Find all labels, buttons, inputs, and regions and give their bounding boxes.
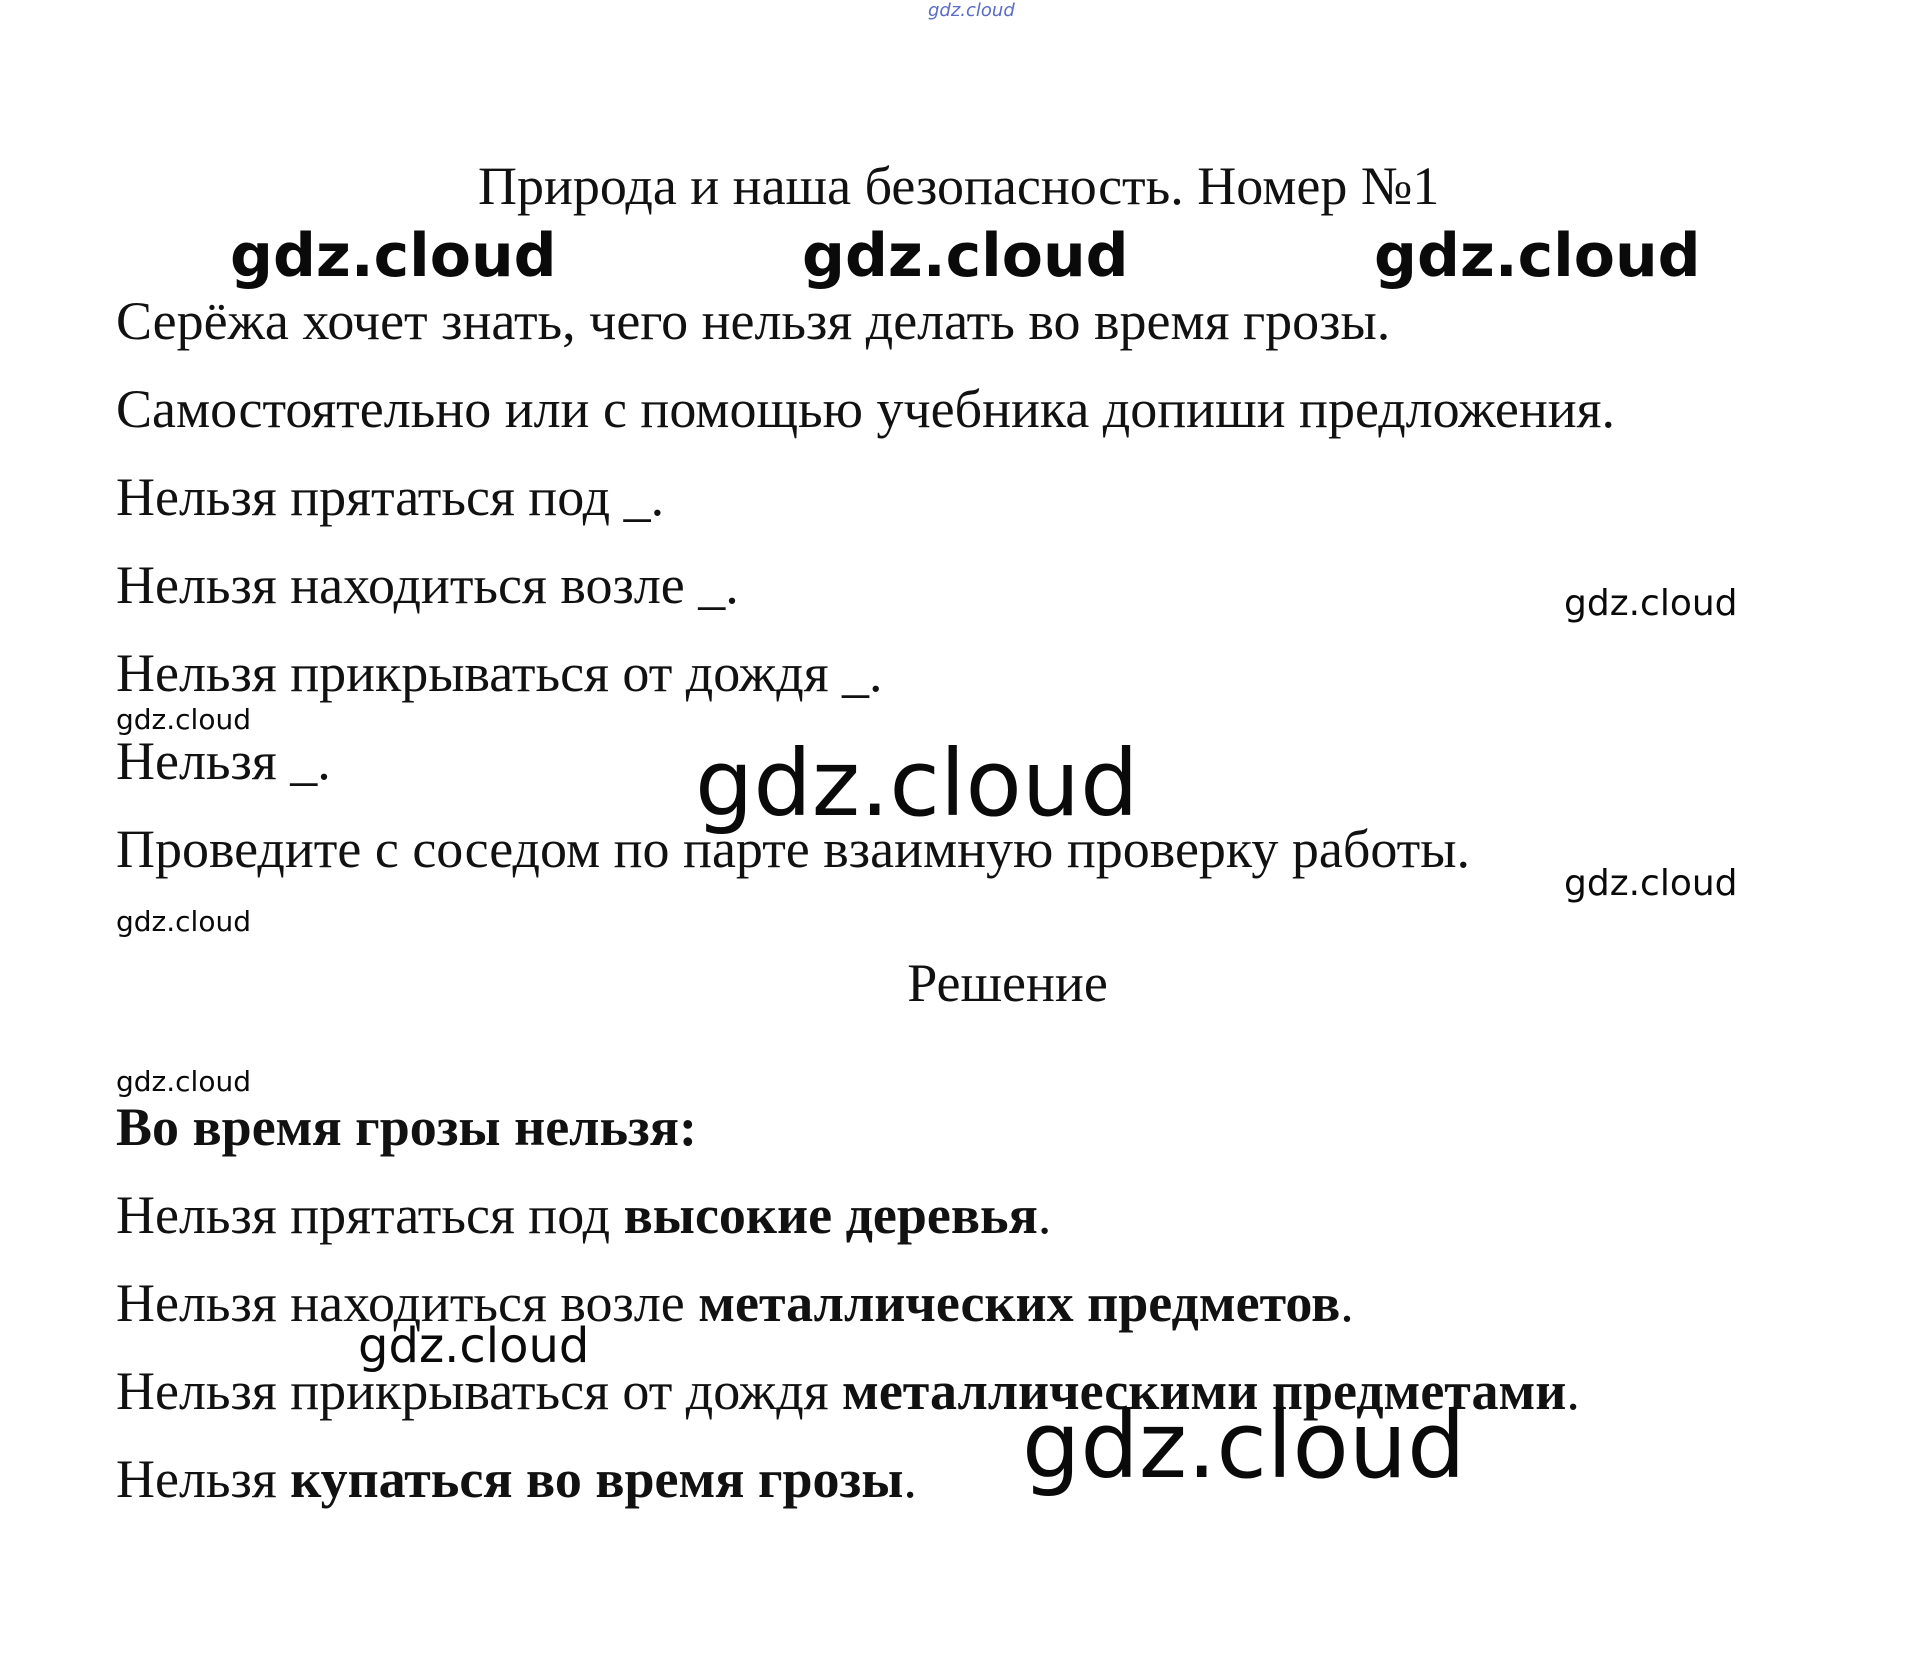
answer-prefix: Нельзя прикрываться от дождя bbox=[116, 1361, 843, 1421]
answer-line bbox=[116, 1184, 1051, 1246]
answer-prefix: Нельзя находиться возле bbox=[116, 1273, 699, 1333]
solution-heading: Решение bbox=[907, 953, 1108, 1013]
watermark: gdz.cloud bbox=[230, 221, 557, 291]
answer-text: высокие деревья bbox=[623, 1185, 1038, 1245]
answer-prefix: Нельзя bbox=[116, 1449, 291, 1509]
watermark: gdz.cloud bbox=[928, 0, 1015, 21]
task-check: Проведите с соседом по парте взаимную проверку работы. bbox=[116, 819, 1471, 879]
watermark: gdz.cloud bbox=[116, 1065, 251, 1098]
watermark: gdz.cloud bbox=[116, 905, 251, 938]
watermark: gdz.cloud bbox=[695, 730, 1139, 837]
answer-text: купаться во время грозы bbox=[290, 1449, 904, 1509]
watermark: gdz.cloud bbox=[1374, 221, 1701, 291]
solution-subheading: Во время грозы нельзя: bbox=[116, 1097, 697, 1157]
page-title: Природа и наша безопасность. Номер №1 bbox=[478, 156, 1440, 216]
answer-prefix: Нельзя прятаться под bbox=[116, 1185, 624, 1245]
watermark: gdz.cloud bbox=[358, 1318, 590, 1374]
task-instruction: Самостоятельно или с помощью учебника допиши предложения. bbox=[116, 379, 1615, 439]
answer-line bbox=[116, 1448, 917, 1510]
watermark: gdz.cloud bbox=[802, 221, 1129, 291]
task-intro: Серёжа хочет знать, чего нельзя делать во время грозы. bbox=[116, 291, 1391, 351]
answer-text: металлическими предметами bbox=[842, 1361, 1567, 1421]
task-item: Нельзя прятаться под _. bbox=[116, 467, 665, 527]
watermark: gdz.cloud bbox=[1022, 1392, 1466, 1499]
task-item: Нельзя находиться возле _. bbox=[116, 555, 739, 615]
task-item: Нельзя прикрываться от дождя _. bbox=[116, 643, 883, 703]
watermark: gdz.cloud bbox=[1564, 863, 1738, 904]
answer-line bbox=[116, 1272, 1354, 1334]
answer-suffix: . bbox=[1340, 1273, 1354, 1333]
answer-suffix: . bbox=[1566, 1361, 1580, 1421]
watermark: gdz.cloud bbox=[1564, 583, 1738, 624]
answer-suffix: . bbox=[903, 1449, 917, 1509]
answer-suffix: . bbox=[1037, 1185, 1052, 1245]
task-item: Нельзя _. bbox=[116, 731, 331, 791]
watermark: gdz.cloud bbox=[116, 703, 251, 736]
answer-text: металлических предметов bbox=[698, 1273, 1341, 1333]
